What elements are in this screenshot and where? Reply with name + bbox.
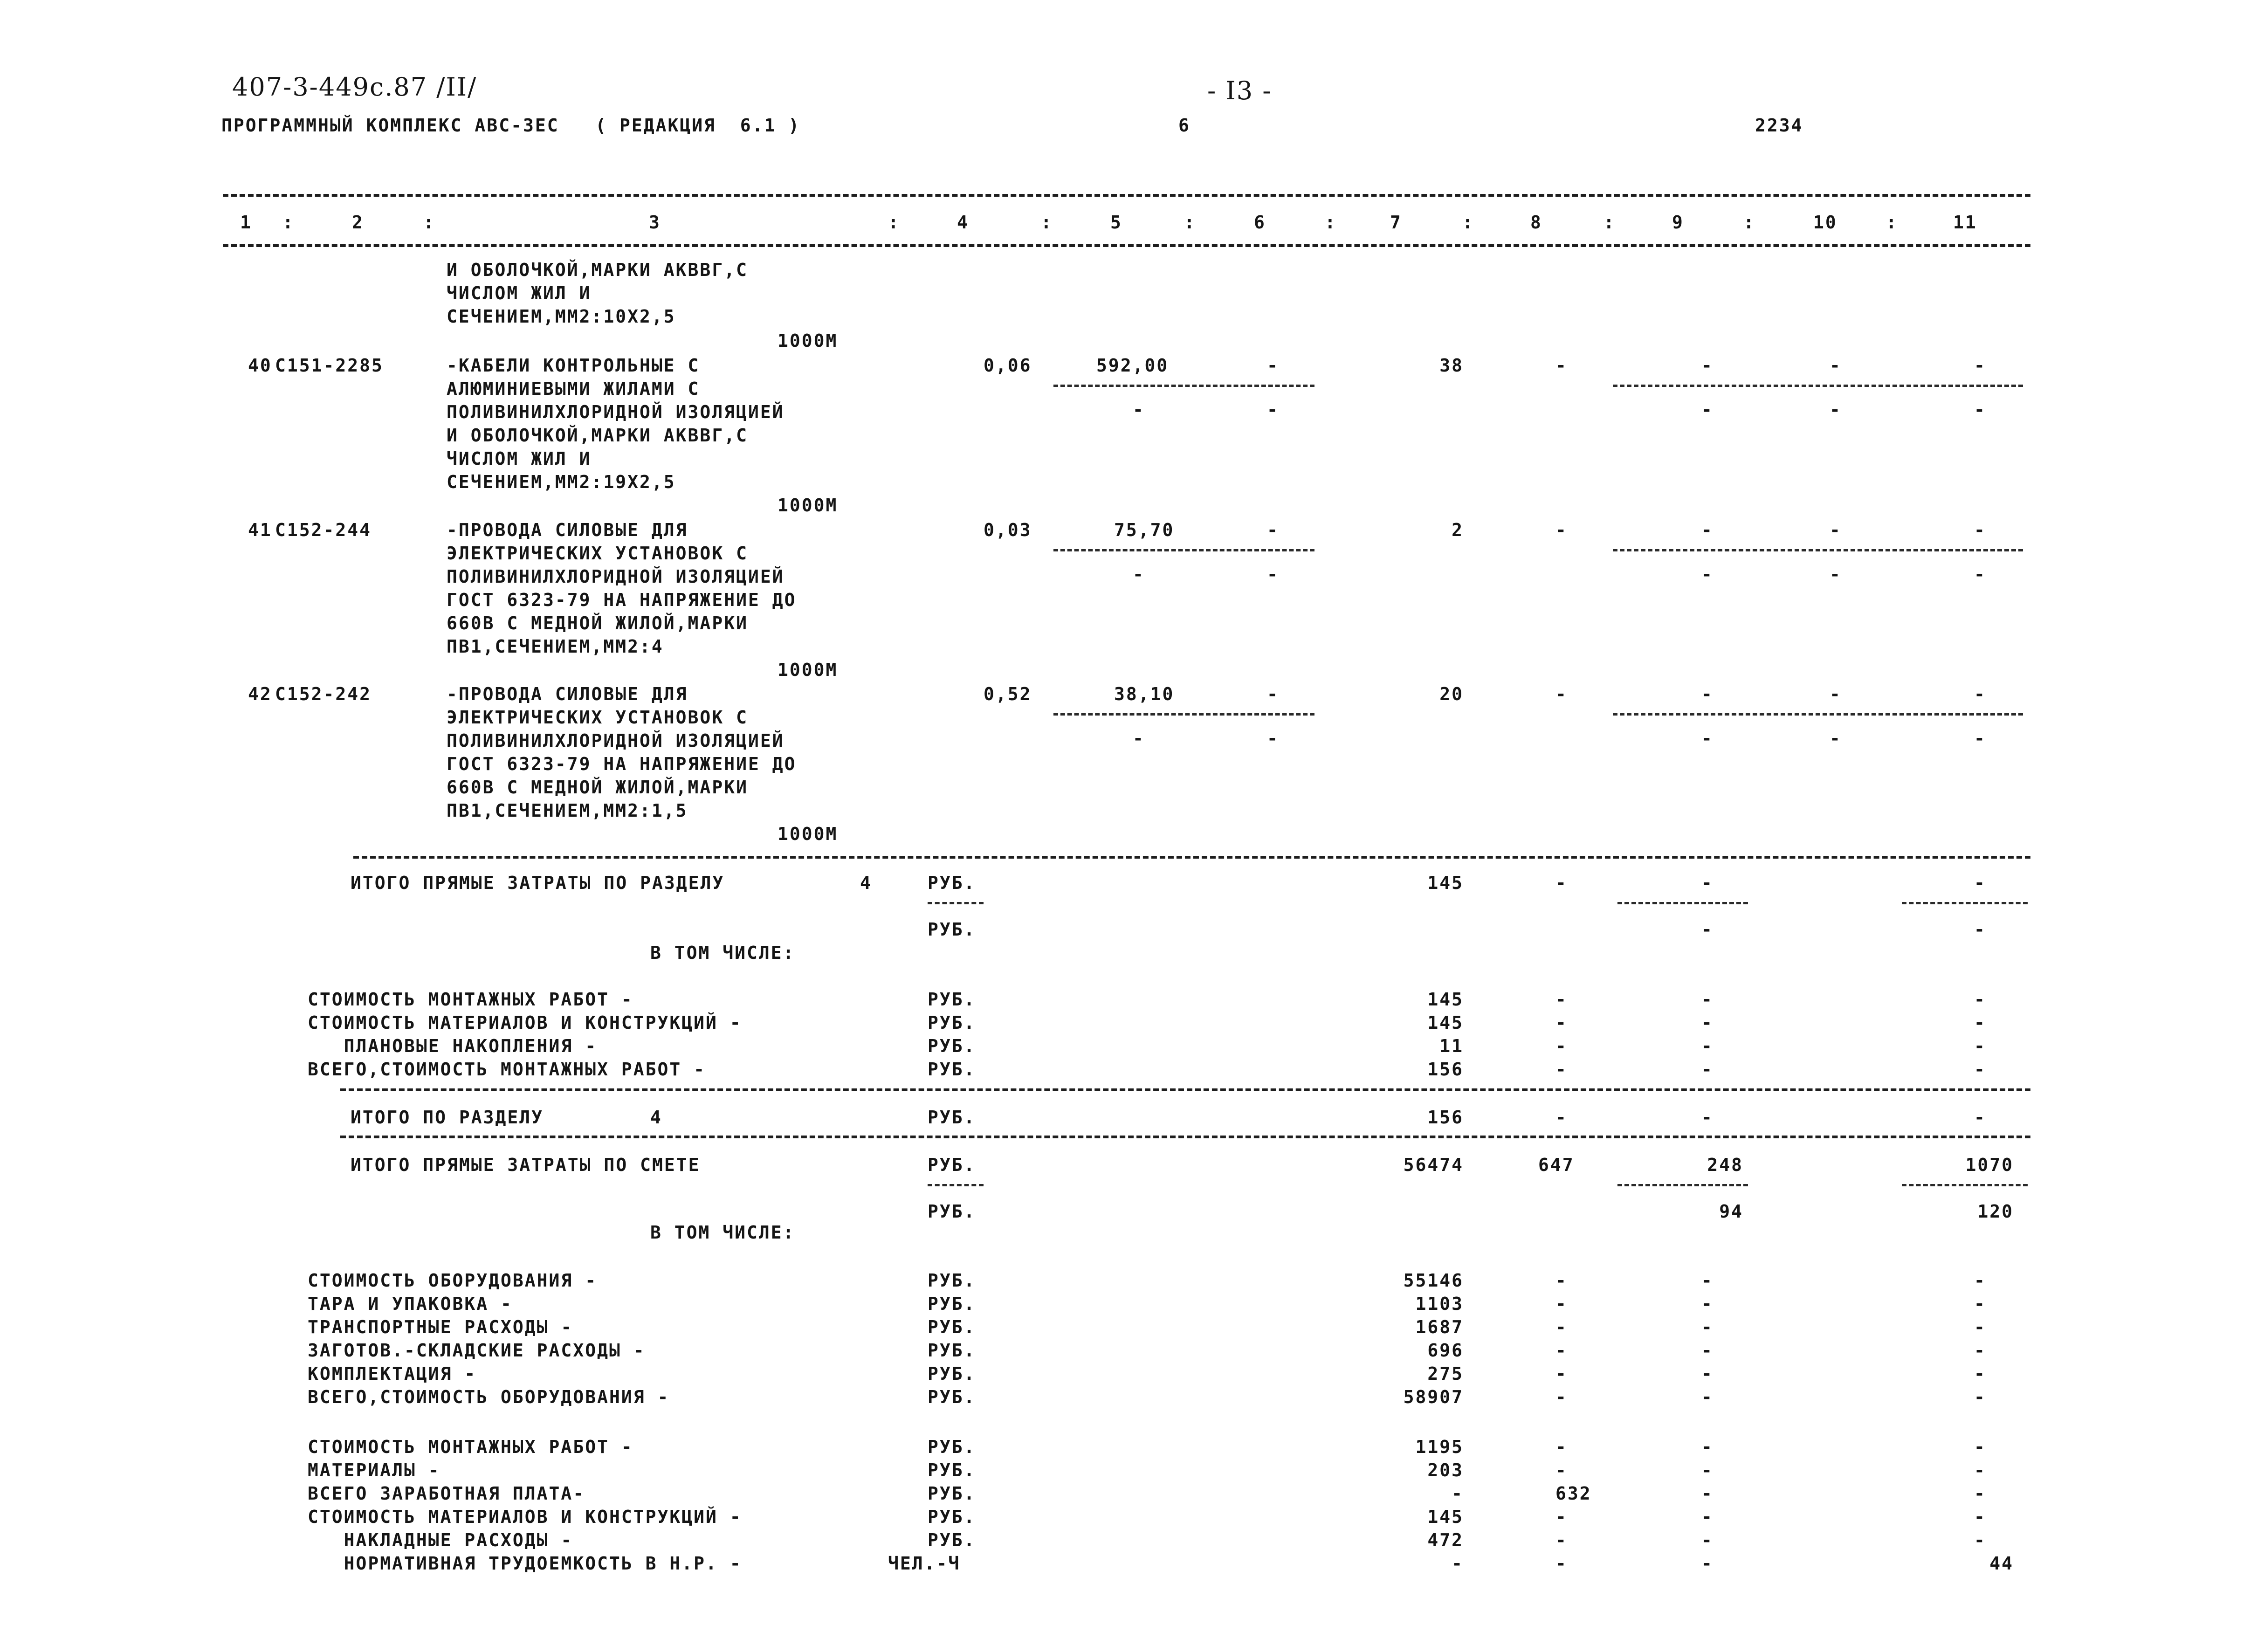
cell-value: 120 xyxy=(1977,1201,2014,1222)
column-number: 2 xyxy=(352,212,364,233)
cost-cell: 145 xyxy=(1427,1012,1464,1033)
description-line: -ПРОВОДА СИЛОВЫЕ ДЛЯ xyxy=(447,684,688,704)
description-line: 660В С МЕДНОЙ ЖИЛОЙ,МАРКИ xyxy=(447,613,748,633)
cell-value: - xyxy=(1555,684,1568,704)
cell-value: - xyxy=(1701,1036,1713,1056)
cell-value: - xyxy=(1701,1483,1713,1504)
column-separator: : xyxy=(1325,212,1337,233)
cell-value: 248 xyxy=(1707,1155,1743,1175)
breakdown-label: НОРМАТИВНАЯ ТРУДОЕМКОСТЬ В Н.Р. - xyxy=(308,1553,742,1574)
cell-value: - xyxy=(1974,989,1986,1010)
cost-cell: 11 xyxy=(1439,1036,1464,1056)
cost-cell: 2 xyxy=(1452,520,1464,540)
item-code: С152-244 xyxy=(275,520,372,540)
description-line: 660В С МЕДНОЙ ЖИЛОЙ,МАРКИ xyxy=(447,777,748,798)
cell-value: - xyxy=(1974,564,1986,585)
subheading: В ТОМ ЧИСЛЕ: xyxy=(650,943,795,963)
column-number: 7 xyxy=(1390,212,1402,233)
cost-cell: 275 xyxy=(1427,1363,1464,1384)
column-number: 5 xyxy=(1110,212,1122,233)
price-cell: 75,70 xyxy=(1114,520,1175,540)
cost-cell: 20 xyxy=(1439,684,1464,704)
cell-value: - xyxy=(1267,355,1279,376)
cell-rule xyxy=(1613,385,2023,387)
cell-rule xyxy=(928,902,984,904)
description-line: -КАБЕЛИ КОНТРОЛЬНЫЕ С xyxy=(447,355,700,376)
price-cell: 592,00 xyxy=(1096,355,1169,376)
cell-rule xyxy=(1053,385,1314,387)
cell-value: - xyxy=(1267,564,1279,585)
cell-value: - xyxy=(1974,1059,1986,1080)
unit-label: 1000М xyxy=(778,330,838,351)
breakdown-label: СТОИМОСТЬ МАТЕРИАЛОВ И КОНСТРУКЦИЙ - xyxy=(308,1012,742,1033)
cell-value: - xyxy=(1555,1059,1568,1080)
cell-value: - xyxy=(1701,1340,1713,1361)
cell-value: - xyxy=(1974,520,1986,540)
cell-value: - xyxy=(1555,1317,1568,1337)
description-line: -ПРОВОДА СИЛОВЫЕ ДЛЯ xyxy=(447,520,688,540)
cell-value: - xyxy=(1701,1460,1713,1480)
breakdown-label: ВСЕГО ЗАРАБОТНАЯ ПЛАТА- xyxy=(308,1483,585,1504)
breakdown-label: СТОИМОСТЬ МОНТАЖНЫХ РАБОТ - xyxy=(308,1437,633,1457)
unit-label: РУБ. xyxy=(928,1317,976,1337)
cell-value: 632 xyxy=(1555,1483,1592,1504)
breakdown-label: СТОИМОСТЬ МАТЕРИАЛОВ И КОНСТРУКЦИЙ - xyxy=(308,1507,742,1527)
cell-value: - xyxy=(1555,1530,1568,1550)
page-number: - I3 - xyxy=(1207,76,1272,105)
unit-label: РУБ. xyxy=(928,989,976,1010)
cost-cell: - xyxy=(1452,1483,1464,1504)
unit-label: РУБ. xyxy=(928,1387,976,1407)
breakdown-label: ЗАГОТОВ.-СКЛАДСКИЕ РАСХОДЫ - xyxy=(308,1340,646,1361)
cell-value: - xyxy=(1555,355,1568,376)
column-separator: : xyxy=(1041,212,1053,233)
cell-value: - xyxy=(1701,728,1713,749)
cell-value: - xyxy=(1701,355,1713,376)
unit-label: РУБ. xyxy=(928,1460,976,1480)
cell-value: - xyxy=(1830,684,1842,704)
cell-value: - xyxy=(1701,1059,1713,1080)
column-number: 3 xyxy=(649,212,661,233)
cell-value: - xyxy=(1974,1530,1986,1550)
cell-value: - xyxy=(1555,1107,1568,1128)
quantity-cell: 0,06 xyxy=(984,355,1032,376)
column-number: 9 xyxy=(1672,212,1684,233)
description-line: ЭЛЕКТРИЧЕСКИХ УСТАНОВОК С xyxy=(447,707,748,728)
cell-rule xyxy=(1902,902,2028,904)
column-number: 6 xyxy=(1254,212,1266,233)
cell-value: - xyxy=(1974,728,1986,749)
section-rule xyxy=(340,1136,2030,1138)
cell-value: - xyxy=(1701,919,1713,940)
unit-label: РУБ. xyxy=(928,1155,976,1175)
cost-cell: 203 xyxy=(1427,1460,1464,1480)
description-line: ПОЛИВИНИЛХЛОРИДНОЙ ИЗОЛЯЦИЕЙ xyxy=(447,730,784,751)
cost-cell: 145 xyxy=(1427,873,1464,893)
cell-rule xyxy=(1902,1184,2028,1186)
cell-value: - xyxy=(1555,1036,1568,1056)
unit-label: РУБ. xyxy=(928,873,976,893)
cell-rule xyxy=(1053,713,1314,716)
total-label: ИТОГО ПО РАЗДЕЛУ xyxy=(351,1107,544,1128)
unit-label: РУБ. xyxy=(928,1363,976,1384)
section-rule xyxy=(340,1088,2030,1091)
item-code: С151-2285 xyxy=(275,355,384,376)
cell-value: - xyxy=(1974,1460,1986,1480)
total-label: ИТОГО ПРЯМЫЕ ЗАТРАТЫ ПО СМЕТЕ xyxy=(351,1155,701,1175)
cell-value: - xyxy=(1974,1270,1986,1291)
cell-rule xyxy=(1053,549,1314,551)
cost-cell: 55146 xyxy=(1403,1270,1464,1291)
column-separator: : xyxy=(1462,212,1474,233)
cost-cell: 156 xyxy=(1427,1107,1464,1128)
cell-value: - xyxy=(1267,520,1279,540)
description-line: СЕЧЕНИЕМ,ММ2:10Х2,5 xyxy=(447,306,676,327)
description-line: ПОЛИВИНИЛХЛОРИДНОЙ ИЗОЛЯЦИЕЙ xyxy=(447,566,784,587)
cell-value: - xyxy=(1701,399,1713,420)
description-line: ПВ1,СЕЧЕНИЕМ,ММ2:4 xyxy=(447,636,664,657)
cost-cell: 1687 xyxy=(1415,1317,1464,1337)
cell-value: - xyxy=(1974,1387,1986,1407)
column-number: 8 xyxy=(1530,212,1542,233)
cell-value: - xyxy=(1974,1507,1986,1527)
cell-value: - xyxy=(1133,399,1145,420)
cell-value: - xyxy=(1974,1483,1986,1504)
unit-label: РУБ. xyxy=(928,1530,976,1550)
description-line: АЛЮМИНИЕВЫМИ ЖИЛАМИ С xyxy=(447,379,700,399)
unit-label: РУБ. xyxy=(928,919,976,940)
section-number: 4 xyxy=(860,873,872,893)
unit-label: ЧЕЛ.-Ч xyxy=(888,1553,961,1574)
unit-label: 1000М xyxy=(778,824,838,844)
cell-value: - xyxy=(1830,728,1842,749)
cell-rule xyxy=(928,1184,984,1186)
cell-value: - xyxy=(1267,684,1279,704)
description-line: ЧИСЛОМ ЖИЛ И xyxy=(447,448,592,469)
cell-value: - xyxy=(1555,1270,1568,1291)
breakdown-label: ТАРА И УПАКОВКА - xyxy=(308,1294,513,1314)
breakdown-label: СТОИМОСТЬ МОНТАЖНЫХ РАБОТ - xyxy=(308,989,633,1010)
cell-value: - xyxy=(1701,564,1713,585)
unit-label: РУБ. xyxy=(928,1201,976,1222)
cost-cell: 1103 xyxy=(1415,1294,1464,1314)
cell-value: - xyxy=(1701,1437,1713,1457)
unit-label: РУБ. xyxy=(928,1270,976,1291)
breakdown-label: ВСЕГО,СТОИМОСТЬ ОБОРУДОВАНИЯ - xyxy=(308,1387,670,1407)
column-number: 10 xyxy=(1813,212,1837,233)
column-separator: : xyxy=(888,212,900,233)
cell-value: - xyxy=(1133,564,1145,585)
cell-value: - xyxy=(1701,873,1713,893)
cell-value: - xyxy=(1701,1553,1713,1574)
cell-value: - xyxy=(1701,1387,1713,1407)
cell-value: - xyxy=(1830,355,1842,376)
cell-value: - xyxy=(1555,989,1568,1010)
cell-value: - xyxy=(1555,1012,1568,1033)
cell-value: - xyxy=(1701,1507,1713,1527)
cell-value: - xyxy=(1974,1294,1986,1314)
cell-value: - xyxy=(1267,399,1279,420)
description-line: ГОСТ 6323-79 НА НАПРЯЖЕНИЕ ДО xyxy=(447,754,797,774)
cell-value: - xyxy=(1974,1107,1986,1128)
unit-label: РУБ. xyxy=(928,1036,976,1056)
program-title: ПРОГРАММНЫЙ КОМПЛЕКС АВС-3ЕС ( РЕДАКЦИЯ 6.1 ) xyxy=(221,115,801,136)
cell-value: - xyxy=(1830,520,1842,540)
cell-value: - xyxy=(1555,1437,1568,1457)
cell-value: - xyxy=(1974,919,1986,940)
subheading: В ТОМ ЧИСЛЕ: xyxy=(650,1222,795,1243)
cell-value: - xyxy=(1830,399,1842,420)
cell-rule xyxy=(1617,1184,1748,1186)
unit-label: РУБ. xyxy=(928,1437,976,1457)
description-line: ГОСТ 6323-79 НА НАПРЯЖЕНИЕ ДО xyxy=(447,590,797,610)
sheet-number: 2234 xyxy=(1755,115,1803,136)
cost-cell: 1195 xyxy=(1415,1437,1464,1457)
cell-value: - xyxy=(1974,1437,1986,1457)
cell-value: - xyxy=(1133,728,1145,749)
cell-value: 94 xyxy=(1719,1201,1743,1222)
breakdown-label: НАКЛАДНЫЕ РАСХОДЫ - xyxy=(308,1530,573,1550)
cell-rule xyxy=(1613,713,2023,716)
description-line: И ОБОЛОЧКОЙ,МАРКИ АКВВГ,С xyxy=(447,260,748,280)
cell-value: - xyxy=(1701,1530,1713,1550)
cost-cell: 696 xyxy=(1427,1340,1464,1361)
cell-value: - xyxy=(1555,873,1568,893)
cell-value: - xyxy=(1974,1036,1986,1056)
header-number: 6 xyxy=(1178,115,1190,136)
column-separator: : xyxy=(423,212,435,233)
unit-label: РУБ. xyxy=(928,1059,976,1080)
breakdown-label: ВСЕГО,СТОИМОСТЬ МОНТАЖНЫХ РАБОТ - xyxy=(308,1059,706,1080)
cell-value: 647 xyxy=(1538,1155,1575,1175)
cell-value: - xyxy=(1555,1387,1568,1407)
column-number: 4 xyxy=(957,212,969,233)
breakdown-label: МАТЕРИАЛЫ - xyxy=(308,1460,440,1480)
cell-value: - xyxy=(1555,1363,1568,1384)
cost-cell: 472 xyxy=(1427,1530,1464,1550)
quantity-cell: 0,52 xyxy=(984,684,1032,704)
cell-value: - xyxy=(1701,1317,1713,1337)
cell-value: - xyxy=(1974,399,1986,420)
item-number: 42 xyxy=(248,684,272,704)
description-line: ПВ1,СЕЧЕНИЕМ,ММ2:1,5 xyxy=(447,800,688,821)
cell-value: - xyxy=(1974,1363,1986,1384)
column-separator: : xyxy=(1743,212,1755,233)
cell-value: - xyxy=(1701,1270,1713,1291)
cell-rule xyxy=(1613,549,2023,551)
unit-label: РУБ. xyxy=(928,1012,976,1033)
cell-value: - xyxy=(1701,1107,1713,1128)
cell-value: - xyxy=(1701,684,1713,704)
unit-label: РУБ. xyxy=(928,1107,976,1128)
header-rule-top xyxy=(223,194,2030,197)
cost-cell: 156 xyxy=(1427,1059,1464,1080)
cell-value: - xyxy=(1555,1294,1568,1314)
cell-value: - xyxy=(1974,1340,1986,1361)
cell-value: 44 xyxy=(1989,1553,2014,1574)
cell-value: - xyxy=(1974,873,1986,893)
total-label: ИТОГО ПРЯМЫЕ ЗАТРАТЫ ПО РАЗДЕЛУ xyxy=(351,873,725,893)
breakdown-label: КОМПЛЕКТАЦИЯ - xyxy=(308,1363,477,1384)
cell-value: - xyxy=(1701,1294,1713,1314)
cell-value: - xyxy=(1974,1317,1986,1337)
section-rule xyxy=(353,856,2030,859)
breakdown-label: ТРАНСПОРТНЫЕ РАСХОДЫ - xyxy=(308,1317,573,1337)
column-separator: : xyxy=(1184,212,1196,233)
cell-value: - xyxy=(1555,1553,1568,1574)
cell-value: - xyxy=(1701,1012,1713,1033)
column-number: 11 xyxy=(1953,212,1977,233)
quantity-cell: 0,03 xyxy=(984,520,1032,540)
column-number: 1 xyxy=(240,212,252,233)
cell-value: - xyxy=(1267,728,1279,749)
unit-label: РУБ. xyxy=(928,1483,976,1504)
column-separator: : xyxy=(1886,212,1898,233)
header-rule-bottom xyxy=(223,244,2030,247)
cell-value: - xyxy=(1701,520,1713,540)
cell-value: - xyxy=(1974,355,1986,376)
description-line: ПОЛИВИНИЛХЛОРИДНОЙ ИЗОЛЯЦИЕЙ xyxy=(447,402,784,422)
document-code: 407-3-449c.87 /II/ xyxy=(232,72,477,102)
column-separator: : xyxy=(1603,212,1616,233)
cost-cell: - xyxy=(1452,1553,1464,1574)
cell-value: - xyxy=(1974,1012,1986,1033)
cost-cell: 145 xyxy=(1427,989,1464,1010)
unit-label: РУБ. xyxy=(928,1294,976,1314)
cell-value: 1070 xyxy=(1965,1155,2014,1175)
cell-value: - xyxy=(1555,1507,1568,1527)
price-cell: 38,10 xyxy=(1114,684,1175,704)
cost-cell: 38 xyxy=(1439,355,1464,376)
cell-value: - xyxy=(1830,564,1842,585)
unit-label: 1000М xyxy=(778,660,838,680)
unit-label: РУБ. xyxy=(928,1507,976,1527)
item-number: 41 xyxy=(248,520,272,540)
section-number: 4 xyxy=(650,1107,662,1128)
description-line: СЕЧЕНИЕМ,ММ2:19Х2,5 xyxy=(447,472,676,492)
description-line: ЧИСЛОМ ЖИЛ И xyxy=(447,283,592,303)
item-code: С152-242 xyxy=(275,684,372,704)
cell-value: - xyxy=(1974,684,1986,704)
description-line: И ОБОЛОЧКОЙ,МАРКИ АКВВГ,С xyxy=(447,425,748,446)
cost-cell: 145 xyxy=(1427,1507,1464,1527)
cost-cell: 58907 xyxy=(1403,1387,1464,1407)
breakdown-label: ПЛАНОВЫЕ НАКОПЛЕНИЯ - xyxy=(308,1036,598,1056)
breakdown-label: СТОИМОСТЬ ОБОРУДОВАНИЯ - xyxy=(308,1270,598,1291)
cell-value: - xyxy=(1701,1363,1713,1384)
cell-rule xyxy=(1617,902,1748,904)
description-line: ЭЛЕКТРИЧЕСКИХ УСТАНОВОК С xyxy=(447,543,748,564)
unit-label: 1000М xyxy=(778,495,838,516)
cost-cell: 56474 xyxy=(1403,1155,1464,1175)
unit-label: РУБ. xyxy=(928,1340,976,1361)
cell-value: - xyxy=(1555,520,1568,540)
column-separator: : xyxy=(282,212,295,233)
item-number: 40 xyxy=(248,355,272,376)
cell-value: - xyxy=(1555,1340,1568,1361)
cell-value: - xyxy=(1555,1460,1568,1480)
cell-value: - xyxy=(1701,989,1713,1010)
